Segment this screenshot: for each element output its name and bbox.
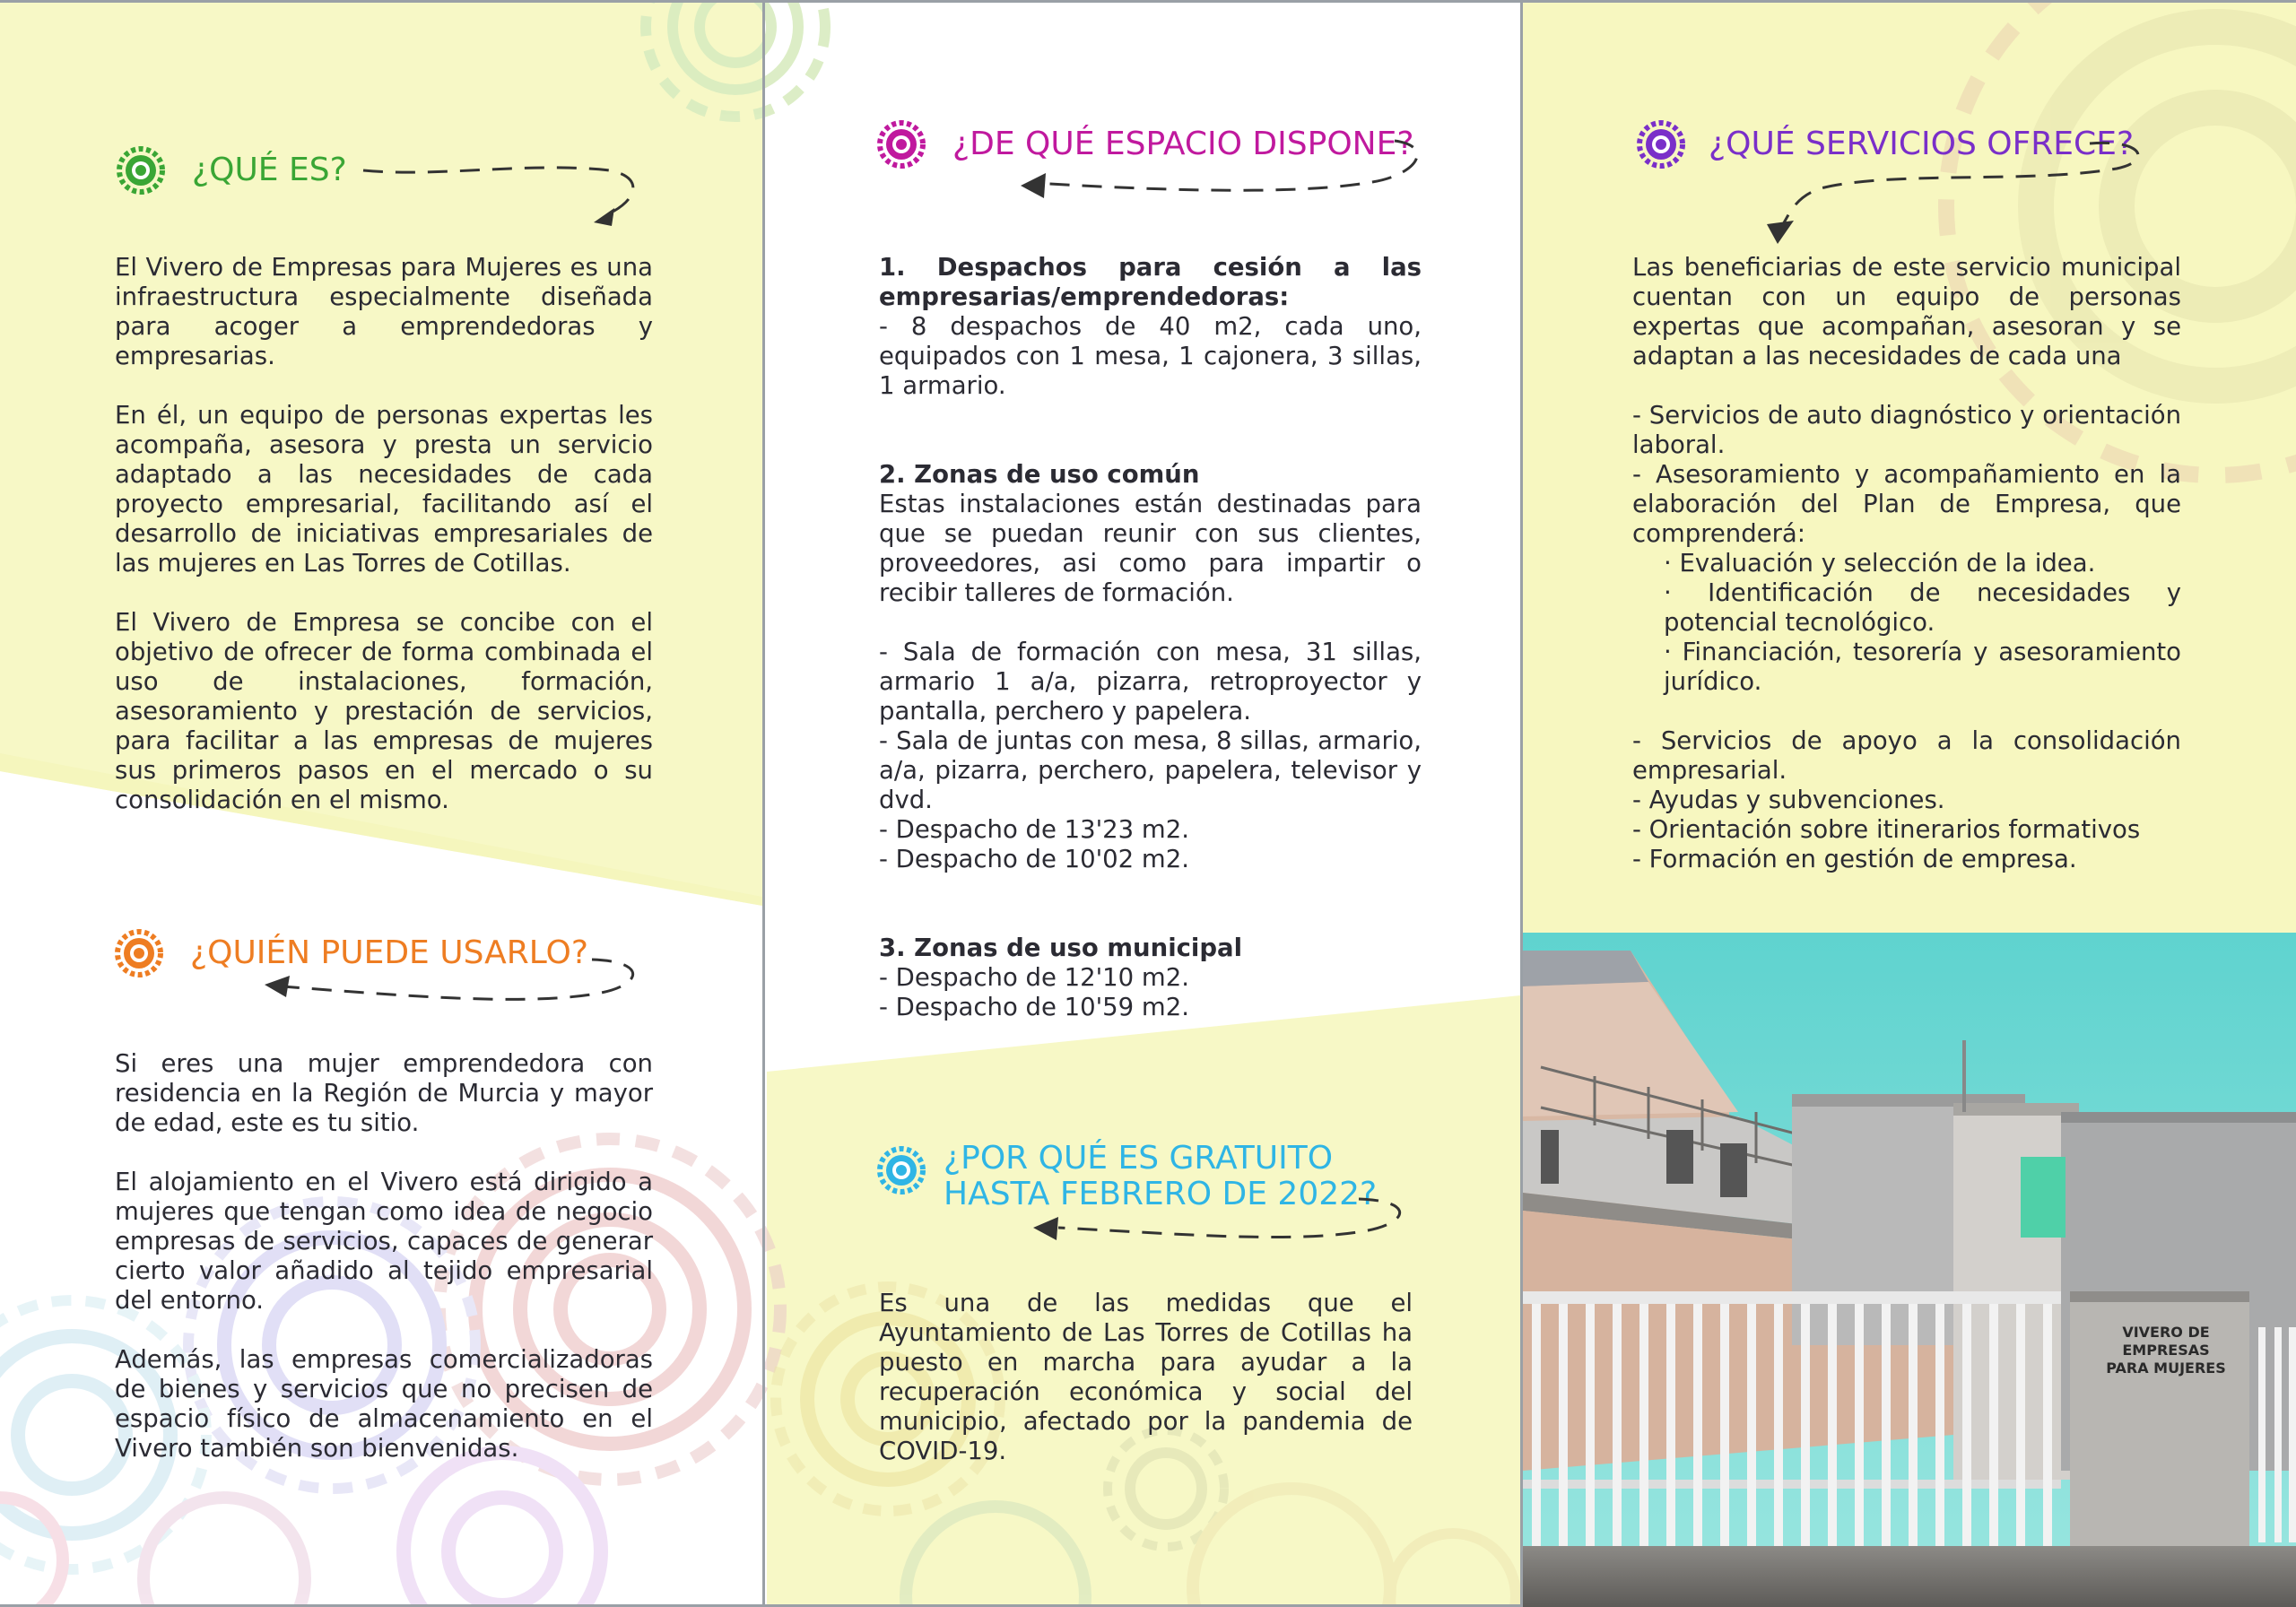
sub-list-item: · Financiación, tesorería y asesoramiento jurídico. bbox=[1664, 638, 2181, 696]
espacio-text bbox=[879, 253, 1422, 1022]
section-title-line-2: HASTA FEBRERO DE 2022? bbox=[944, 1176, 1378, 1212]
building-sign bbox=[2081, 1324, 2251, 1377]
list-item: - Ayudas y subvenciones. bbox=[1632, 786, 1945, 814]
page-border-top bbox=[0, 0, 2296, 3]
list-item: - Despacho de 13'23 m2. bbox=[879, 815, 1189, 844]
gear-icon bbox=[1637, 120, 1685, 169]
section-title: ¿QUÉ ES? bbox=[192, 152, 347, 188]
list-item: - Sala de formación con mesa, 31 sillas, armario 1 a/a, pizarra, retroproyector y pantalla, perchero y papelera. bbox=[879, 638, 1422, 725]
gear-icon bbox=[117, 146, 165, 195]
section-title: ¿DE QUÉ ESPACIO DISPONE? bbox=[952, 126, 1414, 162]
paragraph: El Vivero de Empresas para Mujeres es una infraestructura especialmente diseñada para acoger a emprendedoras y empresarias. bbox=[115, 253, 653, 370]
building-photo bbox=[1523, 933, 2296, 1607]
section-header-que-es bbox=[117, 146, 347, 195]
gear-icon bbox=[877, 120, 926, 169]
section-title: ¿QUÉ SERVICIOS OFRECE? bbox=[1709, 126, 2135, 162]
paragraph: Estas instalaciones están destinadas para que se puedan reunir con sus clientes, proveedores, asi como para impartir o recibir talleres de formación. bbox=[879, 490, 1422, 607]
gratuito-text bbox=[879, 1289, 1413, 1466]
heading: 1. Despachos para cesión a las empresarias/emprendedoras: bbox=[879, 253, 1422, 311]
sign-line-2: PARA MUJERES bbox=[2106, 1359, 2226, 1377]
dashed-arrow-icon bbox=[256, 951, 650, 1022]
heading: 3. Zonas de uso municipal bbox=[879, 934, 1243, 962]
list-item: - Formación en gestión de empresa. bbox=[1632, 845, 2077, 873]
paragraph: El Vivero de Empresa se concibe con el objetivo de ofrecer de forma combinada el uso de instalaciones, formación, asesoramiento y prestación de servicios, para facilitar a las empresas de mujeres sus primeros pasos en el mercado o su consolidación en el mismo. bbox=[115, 608, 653, 814]
que-es-text bbox=[115, 253, 653, 815]
panel-divider-left bbox=[762, 0, 765, 1607]
dashed-arrow-icon bbox=[359, 152, 646, 233]
sub-list-item: · Identificación de necesidades y potencial tecnológico. bbox=[1664, 578, 2181, 637]
paragraph: El alojamiento en el Vivero está dirigido a mujeres que tengan como idea de negocio empresas de servicios, capaces de generar cierto valor añadido al tejido empresarial del entorno. bbox=[115, 1168, 653, 1315]
quien-text bbox=[115, 1049, 653, 1464]
espacio-section-2 bbox=[879, 460, 1422, 874]
paragraph: Es una de las medidas que el Ayuntamiento de Las Torres de Cotillas ha puesto en marcha para ayudar a la recuperación económica y social del municipio, afectado por la pandemia de COVID-19. bbox=[879, 1289, 1413, 1465]
gear-icon bbox=[877, 1146, 926, 1194]
list-item: - Orientación sobre itinerarios formativos bbox=[1632, 815, 2141, 844]
dashed-arrow-icon bbox=[1022, 1188, 1417, 1260]
sign-line-1: VIVERO DE EMPRESAS bbox=[2122, 1324, 2210, 1359]
list-item: - Despacho de 12'10 m2. bbox=[879, 963, 1189, 992]
paragraph: Si eres una mujer emprendedora con residencia en la Región de Murcia y mayor de edad, este es tu sitio. bbox=[115, 1049, 653, 1137]
list-item: - Servicios de auto diagnóstico y orientación laboral. bbox=[1632, 401, 2181, 459]
servicios-text bbox=[1632, 253, 2181, 874]
espacio-section-1 bbox=[879, 253, 1422, 401]
section-title-line-1: ¿POR QUÉ ES GRATUITO bbox=[944, 1140, 1334, 1177]
list-item: - Asesoramiento y acompañamiento en la elaboración del Plan de Empresa, que comprenderá: bbox=[1632, 460, 2181, 548]
list-item: - Despacho de 10'59 m2. bbox=[879, 993, 1189, 1021]
list-item: - Despacho de 10'02 m2. bbox=[879, 845, 1189, 873]
sub-list-item: · Evaluación y selección de la idea. bbox=[1664, 549, 2096, 578]
paragraph: En él, un equipo de personas expertas les acompaña, asesora y presta un servicio adaptado a las necesidades de cada proyecto empresarial, facilitando así el desarrollo de iniciativas empresariales de las mujeres en Las Torres de Cotillas. bbox=[115, 401, 653, 578]
list-item: - Sala de juntas con mesa, 8 sillas, armario, a/a, pizarra, perchero, papelera, televisor y dvd. bbox=[879, 726, 1422, 814]
dashed-arrow-icon bbox=[1758, 135, 2161, 251]
section-title: ¿QUIÉN PUEDE USARLO? bbox=[190, 934, 588, 971]
heading: 2. Zonas de uso común bbox=[879, 460, 1200, 489]
list-item: - Servicios de apoyo a la consolidación empresarial. bbox=[1632, 726, 2181, 785]
paragraph: Las beneficiarias de este servicio municipal cuentan con un equipo de personas expertas que acompañan, asesoran y se adaptan a las necesidades de cada una bbox=[1632, 253, 2181, 370]
espacio-section-3 bbox=[879, 934, 1422, 1022]
list-item: - 8 despachos de 40 m2, cada uno, equipados con 1 mesa, 1 cajonera, 3 sillas, 1 armario. bbox=[879, 312, 1422, 400]
paragraph: Además, las empresas comercializadoras de bienes y servicios que no precisen de espacio físico de almacenamiento en el Vivero también son bienvenidas. bbox=[115, 1345, 653, 1463]
dashed-arrow-icon bbox=[1013, 130, 1426, 211]
gear-icon bbox=[115, 929, 163, 977]
